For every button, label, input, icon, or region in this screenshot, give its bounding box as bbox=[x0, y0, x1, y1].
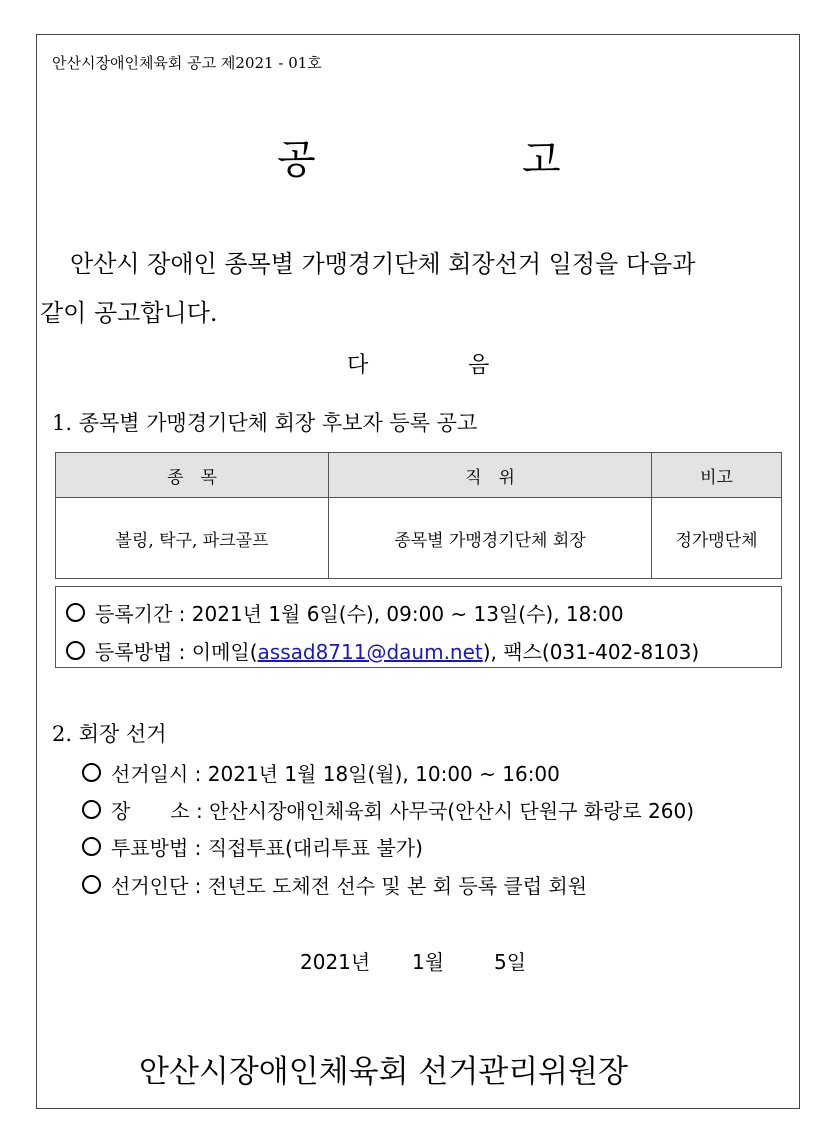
election-item-value: 안산시장애인체육회 사무국(안산시 단원구 화랑로 260) bbox=[209, 799, 695, 823]
circle-bullet-icon bbox=[66, 641, 85, 660]
registration-period bbox=[66, 598, 624, 627]
table-cell: 정가맹단체 bbox=[652, 498, 782, 579]
date-year: 2021년 bbox=[300, 950, 371, 974]
election-item-label: 선거일시 : bbox=[111, 762, 202, 786]
circle-bullet-icon bbox=[82, 800, 101, 819]
table-header-cell: 종 목 bbox=[56, 453, 329, 498]
table-header-row bbox=[56, 453, 782, 498]
registration-method-suffix: ), 팩스(031-402-8103) bbox=[482, 640, 700, 664]
intro-line-1: 안산시 장애인 종목별 가맹경기단체 회장선거 일정을 다음과 bbox=[70, 250, 696, 278]
election-place bbox=[82, 795, 694, 824]
table-cell: 볼링, 탁구, 파크골프 bbox=[56, 498, 329, 579]
election-voting-method bbox=[82, 832, 423, 861]
date-day: 5일 bbox=[494, 950, 527, 974]
da-eum-char-1: 다 bbox=[347, 353, 369, 378]
intro-line-2: 같이 공고합니다. bbox=[40, 299, 218, 327]
email-link[interactable]: assad8711@daum.net bbox=[257, 640, 483, 664]
election-electorate bbox=[82, 870, 587, 899]
signature: 안산시장애인체육회 선거관리위원장 bbox=[139, 1054, 628, 1090]
election-item-label: 장 소 : bbox=[111, 799, 203, 823]
title-char-2: 고 bbox=[522, 137, 561, 183]
section-1-heading: 1. 종목별 가맹경기단체 회장 후보자 등록 공고 bbox=[52, 411, 478, 435]
registration-method-prefix: 이메일( bbox=[191, 640, 258, 664]
title-char-1: 공 bbox=[277, 137, 316, 183]
section-2-heading: 2. 회장 선거 bbox=[52, 722, 167, 746]
date-month: 1월 bbox=[412, 950, 445, 974]
election-datetime bbox=[82, 758, 560, 787]
table-cell: 종목별 가맹경기단체 회장 bbox=[329, 498, 652, 579]
circle-bullet-icon bbox=[66, 603, 85, 622]
table-header-cell: 직 위 bbox=[329, 453, 652, 498]
registration-period-label: 등록기간 : bbox=[95, 602, 186, 626]
election-item-label: 투표방법 : bbox=[111, 836, 202, 860]
candidate-table bbox=[55, 452, 782, 579]
registration-method bbox=[66, 636, 699, 665]
election-item-value: 직접투표(대리투표 불가) bbox=[207, 836, 423, 860]
election-item-label: 선거인단 : bbox=[111, 874, 202, 898]
registration-period-value: 2021년 1월 6일(수), 09:00 ~ 13일(수), 18:00 bbox=[191, 602, 624, 626]
da-eum-char-2: 음 bbox=[468, 353, 490, 378]
registration-method-label: 등록방법 : bbox=[95, 640, 186, 664]
table-header-cell: 비고 bbox=[652, 453, 782, 498]
circle-bullet-icon bbox=[82, 875, 101, 894]
table-row bbox=[56, 498, 782, 579]
circle-bullet-icon bbox=[82, 837, 101, 856]
circle-bullet-icon bbox=[82, 763, 101, 782]
election-item-value: 2021년 1월 18일(월), 10:00 ~ 16:00 bbox=[207, 762, 560, 786]
document-number: 안산시장애인체육회 공고 제2021 - 01호 bbox=[52, 54, 322, 72]
election-item-value: 전년도 도체전 선수 및 본 회 등록 클럽 회원 bbox=[207, 874, 588, 898]
